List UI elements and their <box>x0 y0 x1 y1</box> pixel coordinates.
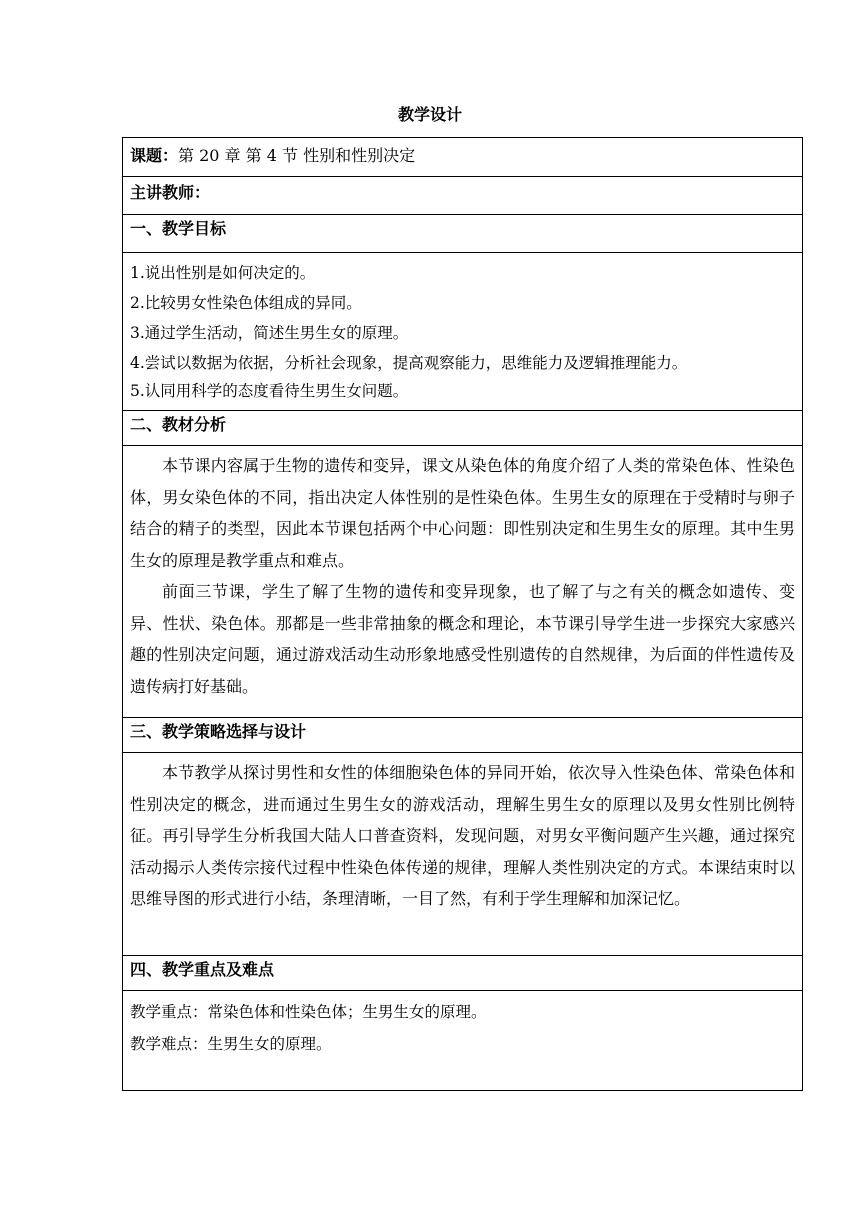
analysis-paragraph: 前面三节课，学生了解了生物的遗传和变异现象，也了解了与之有关的概念如遗传、变异、性状、染色体。那都是一些非常抽象的概念和理论，本节课引导学生进一步探究大家感兴趣的性别决定问题，通过游戏活动生动形象地感受性别遗传的自然规律，为后面的伴性遗传及遗传病打好基础。 <box>130 582 795 696</box>
analysis-paragraph: 本节课内容属于生物的遗传和变异，课文从染色体的角度介绍了人类的常染色体、性染色体，男女染色体的不同，指出决定人体性别的是性染色体。生男生女的原理在于受精时与卵子结合的精子的类型，因此本节课包括两个中心问题：即性别决定和生男生女的原理。其中生男生女的原理是教学重点和难点。 <box>130 456 795 570</box>
topic-label: 课题： <box>130 146 179 165</box>
objective-item: 4.尝试以数据为依据，分析社会现象，提高观察能力，思维能力及逻辑推理能力。 <box>130 354 688 372</box>
objectives-list <box>123 252 802 410</box>
topic-value: 第 20 章 第 4 节 性别和性别决定 <box>178 146 416 165</box>
strategy-paragraph: 本节教学从探讨男性和女性的体细胞染色体的异同开始，依次导入性染色体、常染色体和性别决定的概念，进而通过生男生女的游戏活动，理解生男生女的原理以及男女性别比例特征。再引导学生分析我国大陆人口普查资料，发现问题，对男女平衡问题产生兴趣，通过探究活动揭示人类传宗接代过程中性染色体传递的规律，理解人类性别决定的方式。本课结束时以思维导图的形式进行小结，条理清晰，一目了然，有利于学生理解和加深记忆。 <box>130 763 795 908</box>
teacher-row <box>123 176 802 214</box>
objective-item: 1.说出性别是如何决定的。 <box>130 264 316 282</box>
teacher-label: 主讲教师： <box>130 183 211 202</box>
lesson-plan-table <box>122 137 803 1091</box>
objectives-heading: 一、教学目标 <box>123 214 802 252</box>
keypoints-content <box>123 990 802 1090</box>
analysis-content <box>123 445 802 717</box>
keypoint-item: 教学重点：常染色体和性染色体；生男生女的原理。 <box>130 1003 487 1021</box>
objective-item: 2.比较男女性染色体组成的异同。 <box>130 294 362 312</box>
keypoint-item: 教学难点：生男生女的原理。 <box>130 1035 332 1053</box>
strategy-heading: 三、教学策略选择与设计 <box>123 717 802 752</box>
objective-item: 5.认同用科学的态度看待生男生女问题。 <box>130 382 409 400</box>
topic-row <box>123 138 802 176</box>
keypoints-heading: 四、教学重点及难点 <box>123 955 802 990</box>
document-title: 教学设计 <box>397 105 462 124</box>
objective-item: 3.通过学生活动，简述生男生女的原理。 <box>130 324 409 342</box>
strategy-content <box>123 752 802 955</box>
analysis-heading: 二、教材分析 <box>123 410 802 445</box>
